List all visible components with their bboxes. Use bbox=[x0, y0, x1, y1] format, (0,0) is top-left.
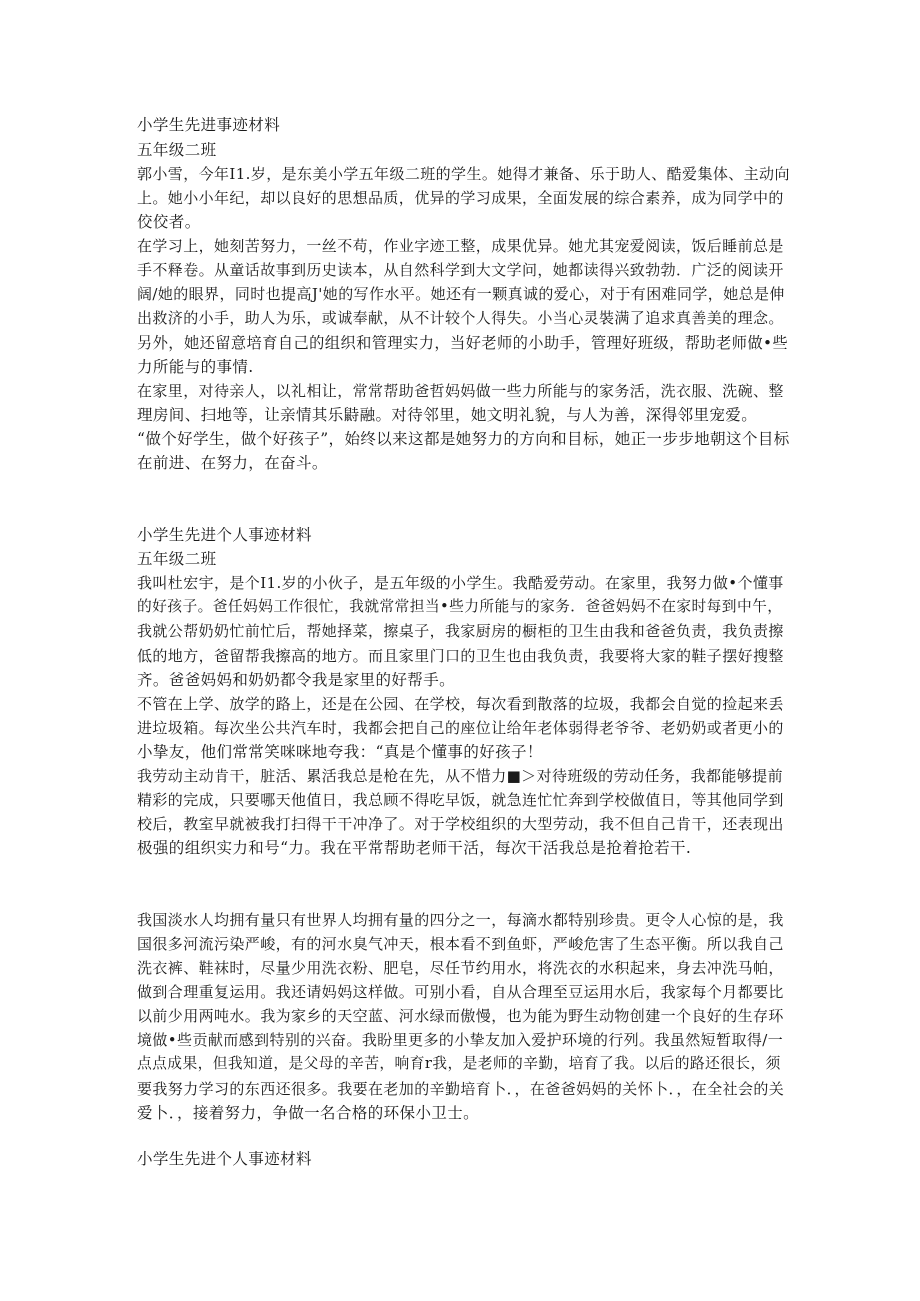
section-3-line: 做到合理重复运用。我还请妈妈这样做。可别小看，自从合理至豆运用水后，我家每个月都要比 bbox=[137, 983, 784, 1001]
section-2-line: 我就公帮奶奶忙前忙后，帮她择菜，擦桌子，我家厨房的橱柜的卫生由我和爸爸负责，我负责擦 bbox=[137, 622, 784, 640]
section-1-line: 力所能与的事情. bbox=[137, 358, 254, 376]
section-2-line: 校后，教室早就被我打扫得干干冲净了。对于学校组织的大型劳动，我不但自己肯干，还表现出 bbox=[137, 815, 784, 833]
section-1-line: 上。她小小年纪，却以良好的思想品质，优异的学习成果，全面发展的综合素养，成为同学中的 bbox=[137, 189, 784, 207]
section-1-line: “做个好学生，做个好孩子”，始终以来这都是她努力的方向和目标，她正一步步地朝这个目标 bbox=[137, 430, 790, 448]
section-2-line: 齐。爸爸妈妈和奶奶都令我是家里的好帮手。 bbox=[137, 671, 456, 689]
section-1-line: 在家里，对待亲人，以礼相让，常常帮助爸哲妈妈做一些力所能与的家务活，洗衣服、洗碗、整 bbox=[137, 382, 784, 400]
section-2-line: 进垃圾箱。每次坐公共汽车时，我都会把自己的座位让给年老体弱得老爷爷、老奶奶或者更小的 bbox=[137, 719, 784, 737]
section-1-line: 出救济的小手，助人为乐，或诚奉献，从不计较个人得失。小当心灵裝满了追求真善美的理念。 bbox=[137, 309, 784, 327]
section-3-line: 国很多河流污染严峻，有的河水臭气冲天，根本看不到鱼虾，严峻危害了生态平衡。所以我自己 bbox=[137, 935, 784, 953]
section-1-line: 在前进、在努力，在奋斗。 bbox=[137, 454, 328, 472]
section-1-subtitle: 五年级二班 bbox=[137, 141, 217, 159]
section-1-line: 郭小雪，今年I1.岁，是东美小学五年级二班的学生。她得才兼备、乐于助人、酷爱集体、主动向 bbox=[137, 165, 790, 183]
section-2-line: 不管在上学、放学的路上，还是在公园、在学校，每次看到散落的垃圾，我都会自觉的捡起来丢 bbox=[137, 695, 784, 713]
section-1-line: 理房间、扫地等，让亲情其乐鼭融。对待邻里，她文明礼貌，与人为善，深得邻里宠爱。 bbox=[137, 406, 758, 424]
section-2-line: 我劳动主动肯干，脏活、累活我总是枪在先，从不惜力■＞对待班级的劳动任务，我都能够提前 bbox=[137, 767, 783, 785]
section-1-line: 手不释卷。从童话故事到历史读本，从自然科学到大文学问，她都读得兴致勃勃．广泛的阅读开 bbox=[137, 261, 784, 279]
section-2-line: 我叫杜宏宇，是个I1.岁的小伙子，是五年级的小学生。我酷爱劳动。在家里，我努力做•个懂事 bbox=[137, 574, 784, 592]
section-3-line: 洗衣裤、鞋袜时，尽量少用洗衣粉、肥皂，尽任节约用水，将洗衣的水积起来，身去冲洗马帕， bbox=[137, 959, 784, 977]
section-1-line: 佼佼者。 bbox=[137, 213, 201, 231]
section-4-title: 小学生先进个人事迹材料 bbox=[137, 1150, 312, 1168]
section-2-line: 极强的组织实力和号“力。我在平常帮助老师干活，每次干活我总是抢着抢若干. bbox=[137, 839, 692, 857]
section-1-title: 小学生先进事迹材料 bbox=[137, 116, 281, 134]
section-3-line: 点点成果，但我知道，是父母的辛苦，响育r我，是老师的辛勤，培育了我。以后的路还很长，须 bbox=[137, 1055, 781, 1072]
section-2-title: 小学生先进个人事迹材料 bbox=[137, 526, 312, 544]
section-3-line: 要我努力学习的东西还很多。我要在老加的辛勤培育卜．，在爸爸妈妈的关怀卜．，在全社会的关 bbox=[137, 1080, 785, 1098]
section-1-line: 阔/她的眼界，同时也提高J'她的写作水平。她还有一颗真诚的爱心，对于有困难同学，她总是伸 bbox=[137, 285, 785, 303]
section-2-line: 的好孩子。爸任妈妈工作很忙，我就常常担当•些力所能与的家务．爸爸妈妈不在家时每到中午， bbox=[137, 598, 783, 615]
section-1-line: 另外，她还留意培育自己的组织和管理实力，当好老师的小助手，管理好班级，帮助老师做•些 bbox=[137, 334, 789, 352]
section-2-line: 低的地方，爸留帮我擦高的地方。而且家里门口的卫生也由我负责，我要将大家的鞋子摆好搜整 bbox=[137, 647, 784, 665]
section-3-line: 以前少用两吨水。我为家乡的天空蓝、河水绿而傲慢，也为能为野生动物创建一个良好的生存环 bbox=[137, 1007, 784, 1025]
section-3-line: 境做•些贡献而感到特别的兴奋。我盼里更多的小挚友加入爱护环境的行列。我虽然短暂取得/一 bbox=[137, 1031, 784, 1049]
section-2-subtitle: 五年级二班 bbox=[137, 550, 217, 568]
section-3-line: 爱卜．，接着努力，争做一名合格的环保小卫士。 bbox=[137, 1104, 480, 1122]
section-3-line: 我国淡水人均拥有量只有世界人均拥有量的四分之一，每滴水都特别珍贵。更令人心惊的是，我 bbox=[137, 911, 784, 929]
section-2-line: 精彩的完成，只要哪天他值日，我总顾不得吃早饭，就急连忙忙奔到学校做值日，等其他同学到 bbox=[137, 791, 784, 809]
section-2-line: 小挚友，他们常常笑咪咪地夸我：“真是个懂事的好孩子！ bbox=[137, 743, 543, 761]
section-1-line: 在学习上，她刻苦努力，一丝不苟，作业字迹工整，成果优异。她尤其宠爱阅读，饭后睡前总是 bbox=[137, 237, 784, 255]
